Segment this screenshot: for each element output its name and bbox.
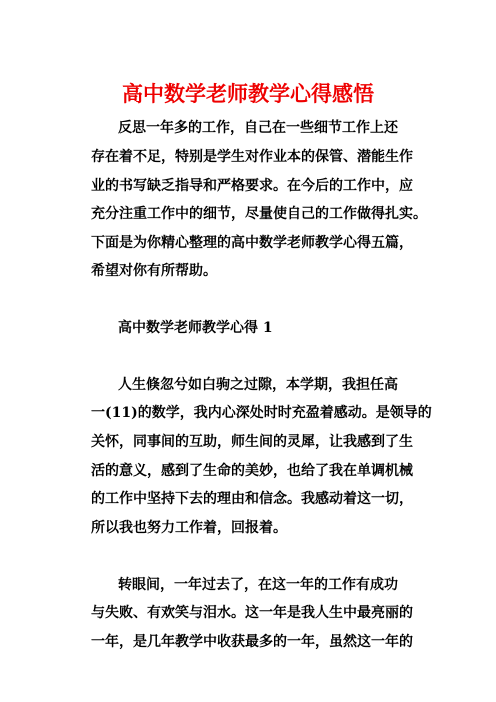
paragraph1-line-2: 一(11)的数学，我内心深处时时充盈着感动。是领导的: [91, 405, 432, 421]
paragraph1-line-4: 活的意义，感到了生命的美妙，也给了我在单调机械: [91, 463, 413, 479]
intro-line-4: 充分注重工作中的细节，尽量使自己的工作做得扎实。: [91, 206, 427, 222]
intro-line-2: 存在着不足，特别是学生对作业本的保管、潜能生作: [91, 149, 413, 165]
intro-line-5: 下面是为你精心整理的高中数学老师教学心得五篇，: [91, 235, 413, 251]
paragraph2-line-1: 转眼间，一年过去了，在这一年的工作有成功: [118, 577, 398, 593]
intro-line-1: 反思一年多的工作，自己在一些细节工作上还: [118, 120, 398, 136]
paragraph1-line-1: 人生倏忽兮如白驹之过隙，本学期，我担任高: [118, 377, 398, 393]
section-heading: 高中数学老师教学心得 1: [118, 320, 273, 336]
paragraph2-line-2: 与失败、有欢笑与泪水。这一年是我人生中最亮丽的: [91, 605, 413, 621]
intro-line-6: 希望对你有所帮助。: [91, 263, 217, 279]
paragraph1-line-3: 关怀，同事间的互助，师生间的灵犀，让我感到了生: [91, 434, 413, 450]
intro-line-3: 业的书写缺乏指导和严格要求。在今后的工作中，应: [91, 178, 413, 194]
paragraph1-line-5: 的工作中坚持下去的理由和信念。我感动着这一切，: [91, 491, 413, 507]
paragraph1-line-6: 所以我也努力工作着，回报着。: [91, 520, 287, 536]
paragraph2-line-3: 一年，是几年教学中收获最多的一年，虽然这一年的: [91, 634, 413, 650]
document-title: 高中数学老师教学心得感悟: [122, 81, 374, 106]
